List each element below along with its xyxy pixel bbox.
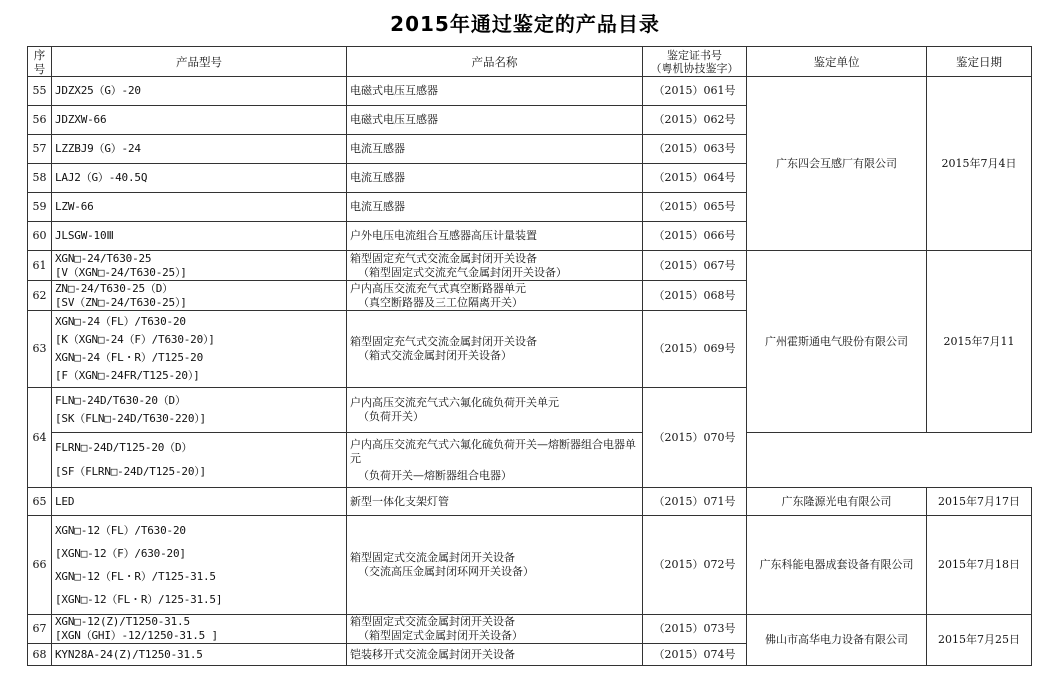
table-row [28,488,1032,516]
group-unit: 广东隆源光电有限公司 [747,488,927,516]
name-line: 电流互感器 [350,200,405,213]
row-name [347,433,643,488]
model-line: LZZBJ9（G）-24 [55,142,141,155]
model-line: XGN□-12（FL）/T630-20 [55,524,186,537]
row-model [52,106,347,135]
model-line: [V（XGN□-24/T630-25）] [55,265,187,279]
header-cert [643,47,747,77]
row-no: 61 [28,251,52,281]
row-name [347,311,643,388]
name-line: 箱型固定式交流金属封闭开关设备 [350,551,515,564]
row-model [52,615,347,644]
name-line: （交流高压金属封闭环网开关设备） [358,565,534,578]
group-date: 2015年7月11 [927,251,1032,433]
name-line: 箱型固定式交流金属封闭开关设备 [350,615,515,628]
row-cert: （2015）070号 [643,388,747,488]
table-row [28,615,1032,644]
row-name [347,77,643,106]
name-line: （负荷开关） [358,410,424,423]
model-line: XGN□-12（FL・R）/T125-31.5 [55,570,216,583]
name-line: 箱型固定充气式交流金属封闭开关设备 [350,335,537,348]
row-no: 58 [28,164,52,193]
header-date: 鉴定日期 [927,47,1032,77]
table-row [28,251,1032,281]
row-cert: （2015）067号 [643,251,747,281]
row-model [52,311,347,388]
group-date: 2015年7月25日 [927,615,1032,666]
model-line: FLRN□-24D/T125-20（D） [55,441,193,454]
row-name [347,281,643,311]
row-no: 56 [28,106,52,135]
row-cert: （2015）061号 [643,77,747,106]
row-cert: （2015）069号 [643,311,747,388]
row-no: 55 [28,77,52,106]
header-cert-line1: 鉴定证书号 [667,48,722,62]
row-model [52,644,347,666]
row-model [52,388,347,433]
model-line: [XGN□-12（FL・R）/125-31.5] [55,593,223,606]
group-date: 2015年7月4日 [927,77,1032,251]
row-no: 57 [28,135,52,164]
row-cert: （2015）071号 [643,488,747,516]
model-line: ZN□-24/T630-25（D） [55,281,173,295]
row-no: 60 [28,222,52,251]
row-cert: （2015）068号 [643,281,747,311]
table-row [28,516,1032,615]
row-cert: （2015）062号 [643,106,747,135]
row-cert: （2015）065号 [643,193,747,222]
model-line: XGN□-24（FL）/T630-20 [55,315,186,328]
model-line: [XGN（GHI）-12/1250-31.5 ] [55,629,218,642]
row-no: 68 [28,644,52,666]
page-title: 2015年通过鉴定的产品目录 [390,12,660,36]
row-model [52,251,347,281]
product-catalog-table [27,46,1032,666]
row-model [52,281,347,311]
model-line: [F（XGN□-24FR/T125-20）] [55,369,200,382]
model-line: LZW-66 [55,200,94,213]
row-name [347,164,643,193]
model-line: [K（XGN□-24（F）/T630-20）] [55,333,215,346]
model-line: KYN28A-24(Z)/T1250-31.5 [55,647,203,661]
model-line: XGN□-24/T630-25 [55,251,152,265]
name-line: 电磁式电压互感器 [350,113,438,126]
name-line: （箱式交流金属封闭开关设备） [358,349,512,362]
name-line: 电磁式电压互感器 [350,84,438,97]
group-unit: 佛山市高华电力设备有限公司 [747,615,927,666]
table-header-row [28,47,1032,77]
row-model [52,193,347,222]
model-line: [XGN□-12（F）/630-20] [55,547,186,560]
row-no: 63 [28,311,52,388]
name-line: （箱型固定式交流充气金属封闭开关设备） [358,265,567,279]
model-line: XGN□-24（FL・R）/T125-20 [55,351,204,364]
name-line: （真空断路器及三工位隔离开关） [358,295,523,309]
row-name [347,135,643,164]
model-line: LED [55,494,75,508]
row-name [347,644,643,666]
row-name [347,388,643,433]
row-cert: （2015）066号 [643,222,747,251]
row-cert: （2015）074号 [643,644,747,666]
row-cert: （2015）063号 [643,135,747,164]
row-name [347,516,643,615]
row-no: 62 [28,281,52,311]
model-line: [SF（FLRN□-24D/T125-20）] [55,465,206,478]
row-cert: （2015）072号 [643,516,747,615]
row-name [347,193,643,222]
header-name: 产品名称 [347,47,643,77]
row-model [52,77,347,106]
header-unit: 鉴定单位 [747,47,927,77]
name-line: （负荷开关—熔断器组合电器） [358,468,512,482]
model-line: FLN□-24D/T630-20（D） [55,394,186,407]
model-line: XGN□-12(Z)/T1250-31.5 [55,615,190,628]
model-line: LAJ2（G）-40.5Q [55,171,148,184]
group-date: 2015年7月18日 [927,516,1032,615]
group-unit: 广东四会互感厂有限公司 [747,77,927,251]
row-model [52,222,347,251]
row-no: 66 [28,516,52,615]
row-no: 67 [28,615,52,644]
name-line: 新型一体化支架灯管 [350,494,449,508]
row-name [347,251,643,281]
model-line: [SV（ZN□-24/T630-25）] [55,295,187,309]
name-line: 户内高压交流充气式六氟化硫负荷开关—熔断器组合电器单元 [350,437,636,465]
table-row [28,433,1032,488]
name-line: 电流互感器 [350,142,405,155]
row-model [52,433,347,488]
header-no: 序号 [28,47,52,77]
model-line: [SK（FLN□-24D/T630-220）] [55,412,206,425]
row-name [347,488,643,516]
row-cert: （2015）073号 [643,615,747,644]
name-line: 箱型固定充气式交流金属封闭开关设备 [350,251,537,265]
row-no: 65 [28,488,52,516]
row-model [52,488,347,516]
header-model: 产品型号 [52,47,347,77]
row-model [52,164,347,193]
row-name [347,222,643,251]
name-line: 户内高压交流充气式六氟化硫负荷开关单元 [350,396,559,409]
row-name [347,615,643,644]
row-no: 59 [28,193,52,222]
name-line: 铠装移开式交流金属封闭开关设备 [350,647,515,661]
name-line: （箱型固定式金属封闭开关设备） [358,629,523,642]
row-cert: （2015）064号 [643,164,747,193]
row-model [52,516,347,615]
name-line: 户外电压电流组合互感器高压计量装置 [350,229,537,242]
name-line: 电流互感器 [350,171,405,184]
group-unit: 广州霍斯通电气股份有限公司 [747,251,927,433]
model-line: JLSGW-10Ⅲ [55,229,114,242]
row-model [52,135,347,164]
name-line: 户内高压交流充气式真空断路器单元 [350,281,526,295]
group-unit: 广东科能电器成套设备有限公司 [747,516,927,615]
model-line: JDZXW-66 [55,113,107,126]
table-row [28,77,1032,106]
header-cert-line2: （粤机协技鉴字） [650,61,739,75]
row-no: 64 [28,388,52,488]
group-date: 2015年7月17日 [927,488,1032,516]
model-line: JDZX25（G）-20 [55,84,141,97]
row-name [347,106,643,135]
